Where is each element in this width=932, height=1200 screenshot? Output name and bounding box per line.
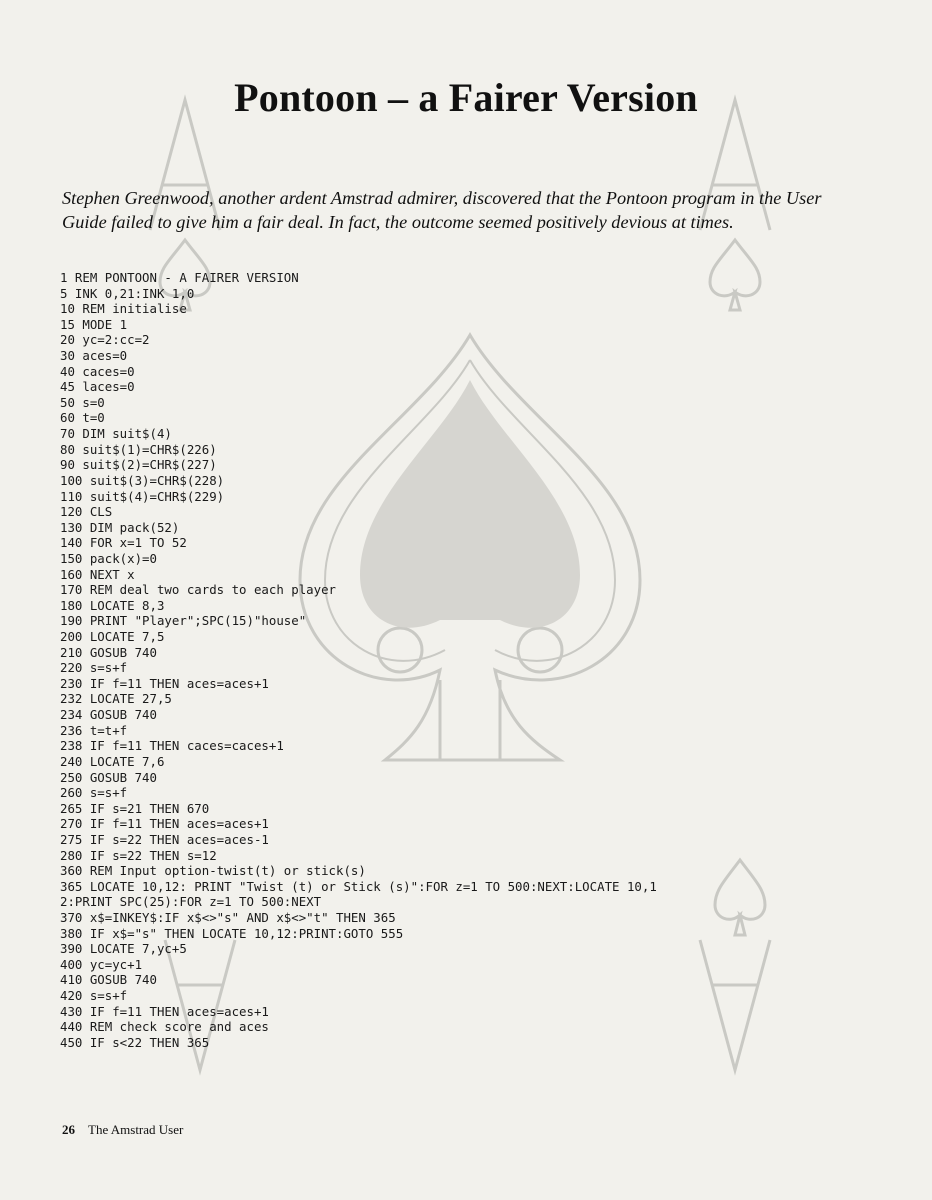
code-line: 390 LOCATE 7,yc+5 [60,941,187,957]
code-line: 160 NEXT x [60,566,135,582]
code-line: 80 suit$(1)=CHR$(226) [60,441,217,457]
code-line: 210 GOSUB 740 [60,644,157,660]
code-line: 170 REM deal two cards to each player [60,582,337,598]
code-line: 1 REM PONTOON - A FAIRER VERSION [60,270,299,285]
code-line: 236 t=t+f [60,722,128,738]
code-line: 270 IF f=11 THEN aces=aces+1 [60,816,269,832]
code-line: 200 LOCATE 7,5 [60,629,165,645]
code-line: 30 aces=0 [60,348,128,364]
code-line: 90 suit$(2)=CHR$(227) [60,457,217,473]
code-line: 60 t=0 [60,410,105,426]
code-line: 232 LOCATE 27,5 [60,691,172,707]
code-line: 280 IF s=22 THEN s=12 [60,847,217,863]
code-line: 450 IF s<22 THEN 365 [60,1034,210,1050]
code-line: 360 REM Input option-twist(t) or stick(s) [60,863,366,879]
code-line: 140 FOR x=1 TO 52 [60,535,187,551]
code-line: 260 s=s+f [60,785,128,801]
code-line: 180 LOCATE 8,3 [60,597,165,613]
code-line: 400 yc=yc+1 [60,956,143,972]
code-line: 40 caces=0 [60,363,135,379]
code-line: 100 suit$(3)=CHR$(228) [60,472,225,488]
publication-name: The Amstrad User [88,1122,184,1137]
code-line: 130 DIM pack(52) [60,519,180,535]
article-title: Pontoon – a Fairer Version [234,75,698,120]
code-line: 110 suit$(4)=CHR$(229) [60,488,225,504]
code-line: 120 CLS [60,504,113,520]
code-line: 45 laces=0 [60,379,135,395]
code-line: 370 x$=INKEY$:IF x$<>"s" AND x$<>"t" THEN 365 [60,909,396,925]
code-line: 5 INK 0,21:INK 1,0 [60,285,195,301]
code-line: 70 DIM suit$(4) [60,426,172,442]
code-line: 10 REM initialise [60,301,187,317]
page-footer [62,1122,183,1138]
code-line: 250 GOSUB 740 [60,769,157,785]
code-line: 265 IF s=21 THEN 670 [60,800,210,816]
code-line: 380 IF x$="s" THEN LOCATE 10,12:PRINT:GOTO 555 [60,925,404,941]
code-line: 190 PRINT "Player";SPC(15)"house" [60,613,307,629]
code-line: 234 GOSUB 740 [60,707,157,723]
program-listing [60,270,880,1050]
code-line: 240 LOCATE 7,6 [60,753,165,769]
code-line: 365 LOCATE 10,12: PRINT "Twist (t) or Stick (s)":FOR z=1 TO 500:NEXT:LOCATE 10,1 [60,878,657,894]
code-line: 230 IF f=11 THEN aces=aces+1 [60,675,269,691]
code-line: 238 IF f=11 THEN caces=caces+1 [60,738,284,754]
code-line: 440 REM check score and aces [60,1019,269,1035]
code-line: 275 IF s=22 THEN aces=aces-1 [60,831,269,847]
code-line: 150 pack(x)=0 [60,550,157,566]
code-line: 50 s=0 [60,394,105,410]
code-line: 430 IF f=11 THEN aces=aces+1 [60,1003,269,1019]
code-line: 220 s=s+f [60,660,128,676]
page-number: 26 [62,1122,75,1137]
code-line: 420 s=s+f [60,988,128,1004]
code-line: 2:PRINT SPC(25):FOR z=1 TO 500:NEXT [60,894,322,910]
code-line: 410 GOSUB 740 [60,972,157,988]
code-line: 20 yc=2:cc=2 [60,332,150,348]
code-line: 15 MODE 1 [60,316,128,332]
article-intro: Stephen Greenwood, another ardent Amstrad admirer, discovered that the Pontoon program in the User Guide failed to give him a fair deal. In fact, the outcome seemed positively devious at times. [62,188,822,232]
